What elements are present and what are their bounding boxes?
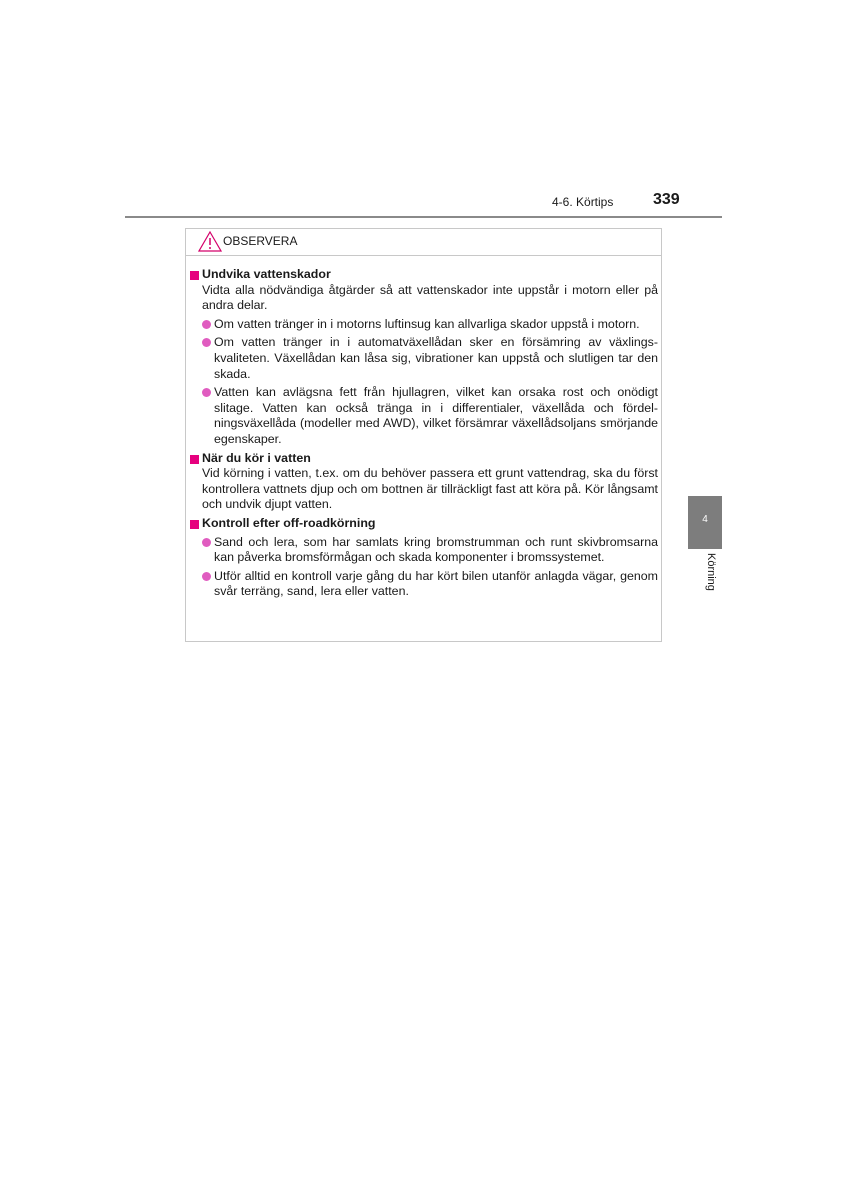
bullet-item: Utför alltid en kontroll varje gång du har kört bilen utanför anlagda vägar, genom svår terräng, sand, lera eller vatten. <box>214 568 658 599</box>
page-number: 339 <box>653 191 680 208</box>
section-paragraph: Vidta alla nödvändiga åtgärder så att vattenskador inte uppstår i motorn eller på andra delar. <box>202 282 658 313</box>
caution-content <box>190 264 658 600</box>
section-heading: Kontroll efter off-roadkörning <box>190 516 658 532</box>
bullet-item: Om vatten tränger in i automatväxellådan sker en försämring av växlings-kvaliteten. Växellådan kan låsa sig, vibrationer kan uppstå och slutligen tar den skada. <box>214 335 658 381</box>
section-paragraph: Vid körning i vatten, t.ex. om du behöver passera ett grunt vattendrag, ska du först kontrollera vattnets djup och om bottnen är tillräckligt fast att köra på. Kör långsamt och undvik djupt vatten. <box>202 466 658 512</box>
bullet-item: Vatten kan avlägsna fett från hjullagren, vilket kan orsaka rost och onödigt slitage. Vatten kan också tränga in i differentialer, växellåda och fördel-ningsväxellåda (modeller med AWD), vilket försämrar växellådsoljans smörjande egenskaper. <box>214 385 658 446</box>
section-heading: När du kör i vatten <box>190 451 658 467</box>
header-divider <box>125 216 722 218</box>
chapter-tab <box>688 496 722 549</box>
section-heading: Undvika vattenskador <box>190 267 658 283</box>
bullet-item: Om vatten tränger in i motorns luftinsug kan allvarliga skador uppstå i motorn. <box>214 317 658 333</box>
caution-title: OBSERVERA <box>223 234 298 248</box>
section-title: 4-6. Körtips <box>552 195 614 209</box>
bullet-item: Sand och lera, som har samlats kring bromstrumman och runt skivbromsarna kan påverka bromsförmågan och skada komponenter i bromssystemet. <box>214 534 658 565</box>
warning-triangle-icon <box>198 231 222 252</box>
caution-header <box>186 229 661 256</box>
chapter-number: 4 <box>702 514 708 525</box>
chapter-label: Körning <box>705 553 717 591</box>
